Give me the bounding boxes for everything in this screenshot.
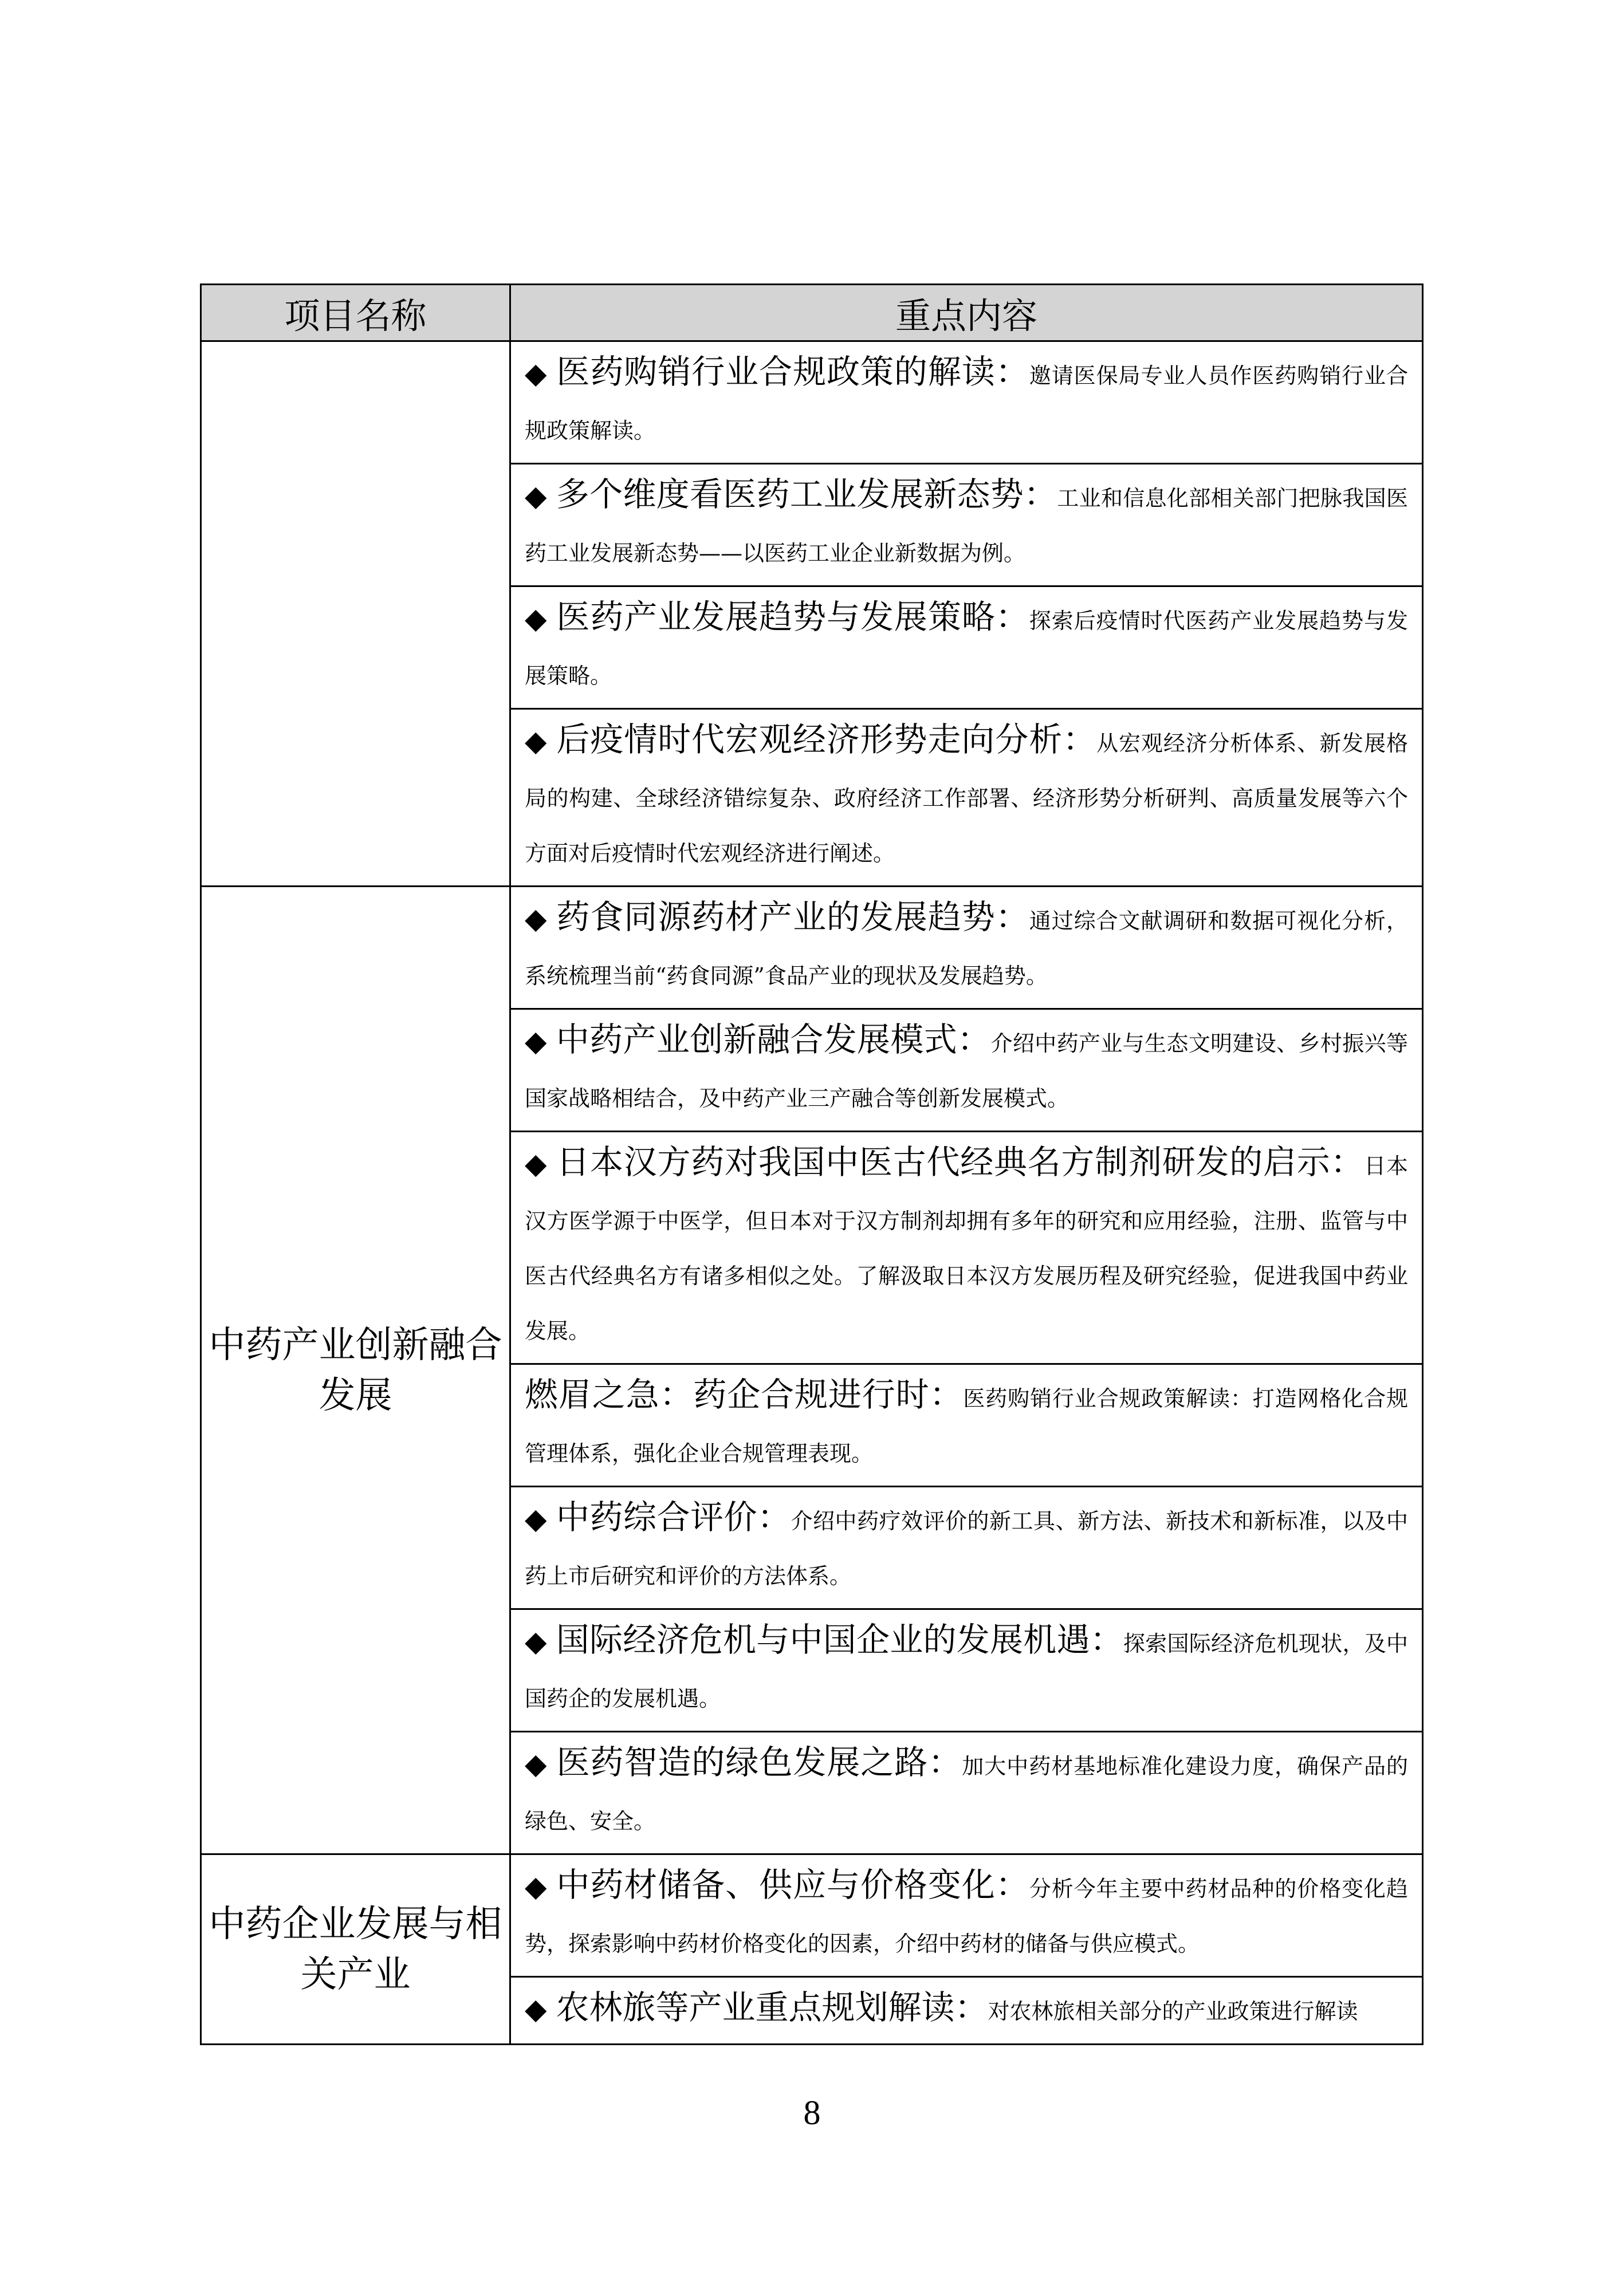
content-entry: [525, 1367, 1408, 1481]
entry-body: 通过综合文献调研和数据可视化分析，系统梳理当前“药食同源”食品产业的现状及发展趋势。: [525, 908, 1408, 988]
content-entry: [525, 1490, 1408, 1604]
entry-body: 从宏观经济分析体系、新发展格局的构建、全球经济错综复杂、政府经济工作部署、经济形势分析研判、高质量发展等六个方面对后疫情时代宏观经济进行阐述。: [525, 731, 1408, 866]
entry-title: 国际经济危机与中国企业的发展机遇：: [556, 1620, 1123, 1659]
entry-body: 介绍中药产业与生态文明建设、乡村振兴等国家战略相结合，及中药产业三产融合等创新发展模式。: [525, 1031, 1408, 1111]
table-header-row: [201, 285, 1423, 341]
entry-body: 邀请医保局专业人员作医药购销行业合规政策解读。: [525, 363, 1408, 443]
entry-title: 农林旅等产业重点规划解读：: [556, 1988, 988, 2027]
header-key-content: 重点内容: [510, 285, 1423, 341]
diamond-bullet-icon: ◆: [525, 1625, 547, 1658]
content-cell: [510, 1732, 1423, 1854]
entry-body: 工业和信息化部相关部门把脉我国医药工业发展新态势——以医药工业企业新数据为例。: [525, 486, 1408, 566]
content-cell: [510, 887, 1423, 1009]
entry-title: 中药综合评价：: [556, 1498, 791, 1537]
content-entry: [525, 467, 1408, 581]
content-entry: [525, 589, 1408, 703]
content-cell: [510, 341, 1423, 464]
diamond-bullet-icon: ◆: [525, 602, 548, 635]
content-entry: [525, 1612, 1408, 1726]
entry-title: 后疫情时代宏观经济形势走向分析：: [556, 720, 1097, 759]
entry-title: 日本汉方药对我国中医古代经典名方制剂研发的启示：: [556, 1143, 1365, 1182]
diamond-bullet-icon: ◆: [525, 1870, 548, 1903]
project-name-cell: [201, 341, 510, 887]
diamond-bullet-icon: ◆: [525, 357, 548, 390]
page-number: 8: [803, 2094, 821, 2132]
content-cell: [510, 1009, 1423, 1132]
entry-body: 探索后疫情时代医药产业发展趋势与发展策略。: [525, 608, 1408, 688]
entry-title: 中药材储备、供应与价格变化：: [556, 1865, 1029, 1904]
content-cell: [510, 1132, 1423, 1364]
entry-title: 中药产业创新融合发展模式：: [556, 1020, 991, 1059]
entry-title: 燃眉之急：药企合规进行时：: [525, 1375, 964, 1414]
diamond-bullet-icon: ◆: [525, 1992, 547, 2026]
entry-title: 医药产业发展趋势与发展策略：: [556, 597, 1029, 636]
entry-body: 对农林旅相关部分的产业政策进行解读: [988, 1999, 1358, 2024]
entry-title: 药食同源药材产业的发展趋势：: [556, 897, 1029, 936]
entry-body: 加大中药材基地标准化建设力度，确保产品的绿色、安全。: [525, 1754, 1408, 1834]
content-cell: [510, 464, 1423, 586]
diamond-bullet-icon: ◆: [525, 1747, 548, 1781]
entry-title: 医药智造的绿色发展之路：: [556, 1743, 962, 1782]
entry-body: 日本汉方医学源于中医学，但日本对于汉方制剂却拥有多年的研究和应用经验，注册、监管与中医古代经典名方有诸多相似之处。了解汲取日本汉方发展历程及研究经验，促进我国中药业发展。: [525, 1153, 1408, 1344]
diamond-bullet-icon: ◆: [525, 902, 548, 935]
entry-title: 医药购销行业合规政策的解读：: [556, 352, 1029, 391]
content-entry: [525, 1980, 1408, 2039]
content-entry: [525, 889, 1408, 1003]
content-entry: [525, 1857, 1408, 1971]
entry-body: 探索国际经济危机现状，及中国药企的发展机遇。: [525, 1631, 1408, 1711]
content-cell: [510, 1364, 1423, 1487]
project-name-cell: 中药企业发展与相关产业: [201, 1854, 510, 2045]
content-entry: [525, 344, 1408, 458]
entry-body: 介绍中药疗效评价的新工具、新方法、新技术和新标准，以及中药上市后研究和评价的方法体系。: [525, 1509, 1408, 1589]
diamond-bullet-icon: ◆: [525, 1502, 547, 1535]
entry-body: 医药购销行业合规政策解读：打造网格化合规管理体系，强化企业合规管理表现。: [525, 1386, 1408, 1466]
diamond-bullet-icon: ◆: [525, 724, 548, 758]
content-cell: [510, 1977, 1423, 2045]
header-project-name: 项目名称: [201, 285, 510, 341]
diamond-bullet-icon: ◆: [525, 1025, 547, 1058]
table-row: [201, 887, 1423, 1009]
table-body: [201, 341, 1423, 2045]
project-name-cell: 中药产业创新融合发展: [201, 887, 510, 1854]
diamond-bullet-icon: ◆: [525, 479, 547, 513]
table-row: [201, 341, 1423, 464]
content-entry: [525, 1135, 1408, 1358]
table-row: [201, 1854, 1423, 1977]
content-entry: [525, 1735, 1408, 1849]
content-table: [200, 283, 1424, 2045]
content-cell: [510, 1487, 1423, 1609]
entry-title: 多个维度看医药工业发展新态势：: [556, 475, 1057, 514]
content-cell: [510, 1609, 1423, 1732]
content-cell: [510, 586, 1423, 709]
content-cell: [510, 1854, 1423, 1977]
content-entry: [525, 1012, 1408, 1126]
content-cell: [510, 709, 1423, 887]
diamond-bullet-icon: ◆: [525, 1147, 548, 1180]
content-entry: [525, 712, 1408, 881]
entry-body: 分析今年主要中药材品种的价格变化趋势，探索影响中药材价格变化的因素，介绍中药材的储备与供应模式。: [525, 1876, 1408, 1956]
